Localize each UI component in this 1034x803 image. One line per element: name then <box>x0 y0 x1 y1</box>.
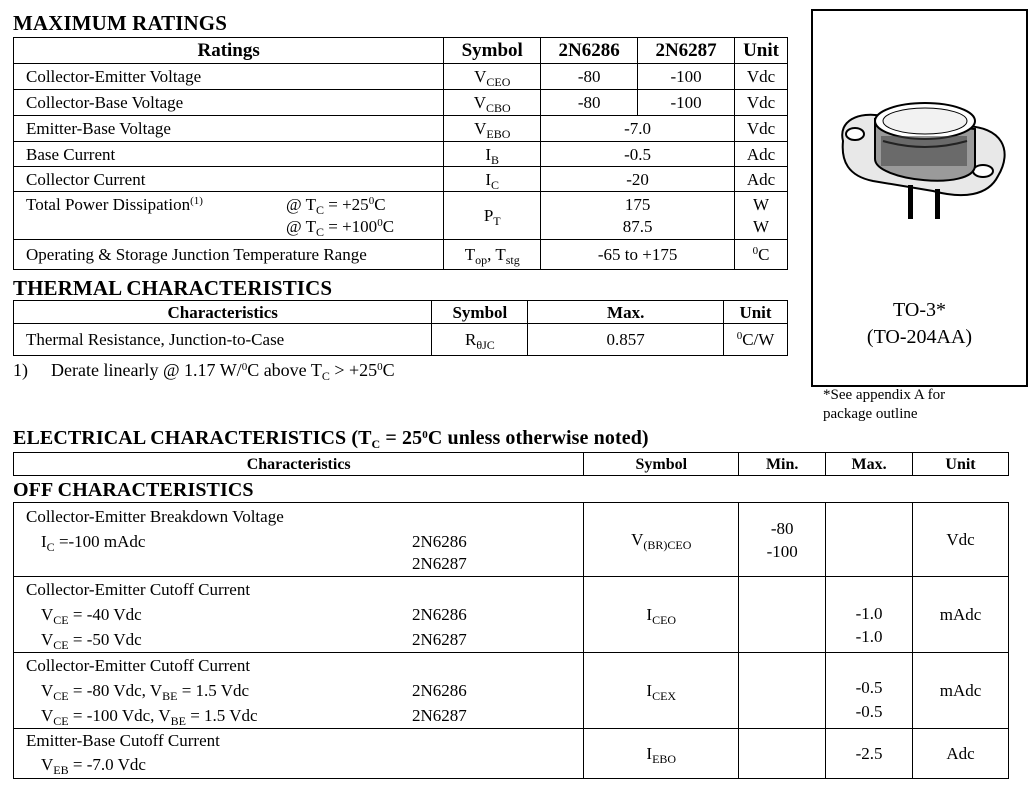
part-number: 2N6287 <box>412 554 467 573</box>
electrical-header-row <box>14 453 1009 476</box>
power-label: Total Power Dissipation$^{(1)}$ <box>26 195 203 214</box>
unit-cell: mAdc <box>913 653 1009 729</box>
part-number: 2N6286 <box>412 681 467 700</box>
min-cell <box>739 503 826 577</box>
header-max: Max. <box>826 453 913 476</box>
characteristic-cell <box>14 577 584 653</box>
header-symbol: Symbol <box>432 301 528 324</box>
unit-cell: Vdc <box>735 116 788 142</box>
table-row <box>14 577 1009 653</box>
symbol-cell: $V_{CBO}$ <box>444 90 541 116</box>
characteristic-title: Collector-Emitter Breakdown Voltage <box>26 507 284 526</box>
thermal-header-row <box>14 301 788 324</box>
unit-cell: Vdc <box>735 90 788 116</box>
unit-cell <box>735 192 788 240</box>
rating-label: Base Current <box>14 142 444 167</box>
test-condition: $V_{CE} = -80$ Vdc, $V_{BE} = 1.5$ Vdc <box>41 681 250 703</box>
characteristic-cell <box>14 729 584 779</box>
max-value: -0.5 <box>855 701 883 721</box>
max-cell <box>826 503 913 577</box>
value-2n6286: -80 <box>541 64 638 90</box>
thermal-char-label: Thermal Resistance, Junction-to-Case <box>14 324 432 356</box>
unit-cell: Adc <box>735 142 788 167</box>
value-2n6287: -100 <box>638 90 735 116</box>
header-min: Min. <box>739 453 826 476</box>
package-name: TO-3* <box>893 299 946 321</box>
rating-label: Collector-Emitter Voltage <box>14 64 444 90</box>
footnote-number: 1) <box>13 360 28 380</box>
to3-package-image <box>813 81 1026 281</box>
test-condition: $V_{CE} = -40$ Vdc <box>41 605 142 627</box>
power-dissipation-cell <box>14 192 444 240</box>
max-ratings-title: MAXIMUM RATINGS <box>13 11 228 35</box>
power-unit-1: W <box>752 194 770 214</box>
header-characteristics: Characteristics <box>14 301 432 324</box>
max-value: -1.0 <box>855 603 883 623</box>
min-cell <box>739 653 826 729</box>
min-cell <box>739 577 826 653</box>
header-max: Max. <box>528 301 724 324</box>
max-value: -0.5 <box>855 677 883 697</box>
header-unit: Unit <box>724 301 788 324</box>
header-symbol: Symbol <box>584 453 739 476</box>
max-cell <box>826 577 913 653</box>
value-cell <box>541 192 735 240</box>
max-cell <box>826 653 913 729</box>
rating-label: Collector-Base Voltage <box>14 90 444 116</box>
rating-label: Collector Current <box>14 167 444 192</box>
table-row <box>14 503 1009 577</box>
table-row <box>14 167 788 192</box>
thermal-title: THERMAL CHARACTERISTICS <box>13 276 333 300</box>
min-cell <box>739 729 826 779</box>
part-number: 2N6287 <box>412 630 467 649</box>
header-2n6287: 2N6287 <box>638 38 735 64</box>
min-value: -80 <box>770 518 794 538</box>
value-cell: -20 <box>541 167 735 192</box>
max-ratings-table <box>13 37 788 270</box>
symbol-cell: $I_{CEX}$ <box>584 653 739 729</box>
power-condition-25c: @ $T_C = +25^0C$ <box>286 195 386 217</box>
symbol-cell: $I_{EBO}$ <box>584 729 739 779</box>
power-value-100c: 87.5 <box>622 216 653 236</box>
characteristic-cell <box>14 653 584 729</box>
header-unit: Unit <box>913 453 1009 476</box>
part-number: 2N6287 <box>412 706 467 725</box>
table-row <box>14 240 788 270</box>
package-note-line2: package outline <box>823 406 918 422</box>
table-row <box>14 653 1009 729</box>
package-code: (TO-204AA) <box>866 326 973 348</box>
unit-cell: $^0$C/W <box>724 324 788 356</box>
header-2n6286: 2N6286 <box>541 38 638 64</box>
value-cell: -0.5 <box>541 142 735 167</box>
unit-cell: Adc <box>735 167 788 192</box>
part-number: 2N6286 <box>412 532 467 551</box>
power-unit-2: W <box>752 216 770 236</box>
max-value: -1.0 <box>855 626 883 646</box>
table-row <box>14 324 788 356</box>
power-condition-100c: @ $T_C = +100^0C$ <box>286 217 395 239</box>
value-cell: 0.857 <box>528 324 724 356</box>
characteristic-title: Collector-Emitter Cutoff Current <box>26 580 251 599</box>
header-symbol: Symbol <box>444 38 541 64</box>
characteristic-title: Collector-Emitter Cutoff Current <box>26 656 251 675</box>
header-ratings: Ratings <box>14 38 444 64</box>
value-2n6286: -80 <box>541 90 638 116</box>
package-note <box>823 386 945 424</box>
value-cell: -7.0 <box>541 116 735 142</box>
part-number: 2N6286 <box>412 605 467 624</box>
table-row <box>14 142 788 167</box>
table-row <box>14 729 1009 779</box>
symbol-cell: $I_C$ <box>444 167 541 192</box>
symbol-cell: $T_{op}$, $T_{stg}$ <box>444 240 541 270</box>
unit-cell: Adc <box>913 729 1009 779</box>
min-value: -100 <box>766 541 798 561</box>
package-note-line1: *See appendix A for <box>823 387 946 403</box>
symbol-cell: $V_{CEO}$ <box>444 64 541 90</box>
symbol-cell: $V_{EBO}$ <box>444 116 541 142</box>
test-condition: $V_{CE} = -100$ Vdc, $V_{BE} = 1.5$ Vdc <box>41 706 258 728</box>
thermal-table <box>13 300 788 356</box>
symbol-cell: $R_{\theta JC}$ <box>432 324 528 356</box>
unit-cell: Vdc <box>735 64 788 90</box>
max-ratings-header-row <box>14 38 788 64</box>
value-cell: -65 to +175 <box>541 240 735 270</box>
value-2n6287: -100 <box>638 64 735 90</box>
off-characteristics-table <box>13 502 1009 779</box>
package-box <box>811 9 1028 387</box>
electrical-header-table <box>13 452 1009 476</box>
unit-cell: $^0$C <box>735 240 788 270</box>
test-condition: $V_{EB} = -7.0$ Vdc <box>41 755 146 777</box>
test-condition: $V_{CE} = -50$ Vdc <box>41 630 142 652</box>
table-row <box>14 192 788 240</box>
table-row <box>14 90 788 116</box>
off-characteristics-title: OFF CHARACTERISTICS <box>13 479 254 501</box>
electrical-title: ELECTRICAL CHARACTERISTICS ($T_C = 25^0C$ unless otherwise noted) <box>13 427 649 451</box>
rating-label: Operating & Storage Junction Temperature Range <box>14 240 444 270</box>
test-condition: $I_C =-100$ mAdc <box>41 532 146 554</box>
header-characteristics: Characteristics <box>14 453 584 476</box>
symbol-cell: $P_T$ <box>444 192 541 240</box>
symbol-cell: $I_{CEO}$ <box>584 577 739 653</box>
symbol-cell: $V_{(BR)CEO}$ <box>584 503 739 577</box>
max-cell: -2.5 <box>826 729 913 779</box>
header-unit: Unit <box>735 38 788 64</box>
rating-label: Emitter-Base Voltage <box>14 116 444 142</box>
symbol-cell: $I_B$ <box>444 142 541 167</box>
footnote: 1) Derate linearly @ 1.17 W/$^0$C above $T_C > +25^0C$ <box>13 360 395 383</box>
table-row <box>14 116 788 142</box>
unit-cell: Vdc <box>913 503 1009 577</box>
characteristic-title: Emitter-Base Cutoff Current <box>26 731 220 750</box>
table-row <box>14 64 788 90</box>
power-value-25c: 175 <box>624 194 651 214</box>
characteristic-cell <box>14 503 584 577</box>
unit-cell: mAdc <box>913 577 1009 653</box>
